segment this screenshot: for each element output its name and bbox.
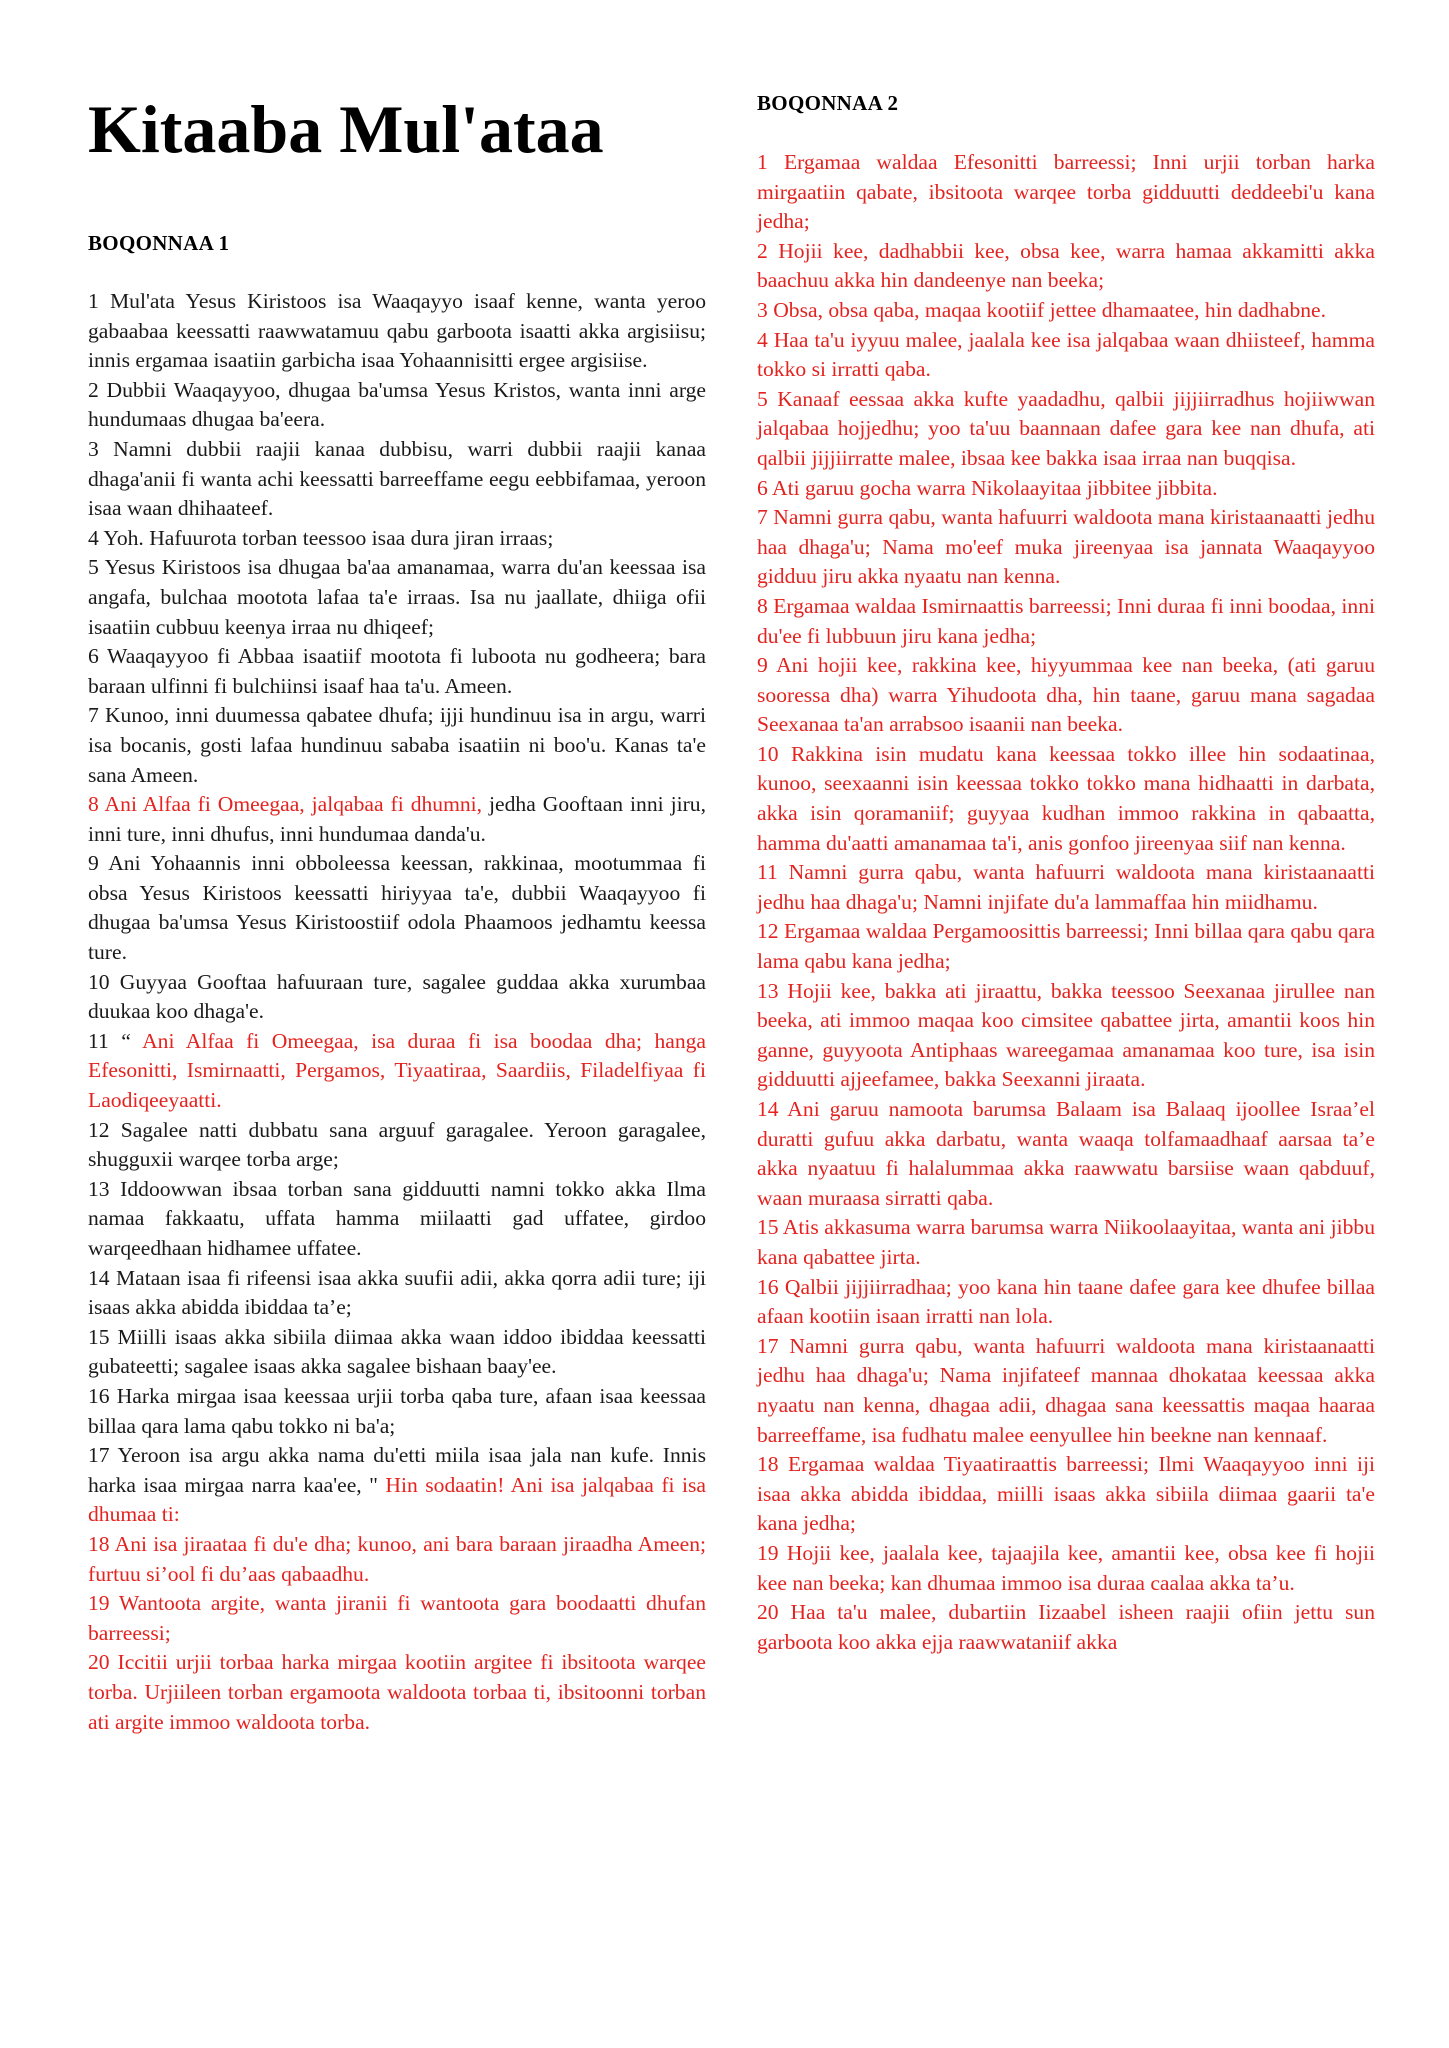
verse-mixed — [88, 1027, 706, 1116]
verse-red: 18 Ani isa jiraataa fi du'e dha; kunoo, ani bara baraan jiraadha Ameen; furtuu si’ool fi du’aas qabaadhu. — [88, 1531, 706, 1586]
verse-red: 1 Ergamaa waldaa Efesonitti barreessi; Inni urjii torban harka mirgaatiin qabate, ibsitoota warqee torba gidduutti deddeebi'u kana jedha; — [757, 150, 1375, 234]
verse-red: 14 Ani garuu namoota barumsa Balaam isa Balaaq ijoollee Israa’el duratti gufuu akka darbatu, wanta waaqa tolfamaadhaaf aarsaa ta’e akka nyaatuu fi halalummaa akka raawwatu barsiise waan qabduuf, waan muraasa sirratti qaba. — [757, 1097, 1375, 1210]
verse-mixed — [88, 790, 706, 849]
verse-black-text: 17 Yeroon isa argu akka nama du'etti miila isaa jala nan kufe. Innis harka isaa mirgaa narra kaa'ee, " — [88, 1443, 706, 1497]
verse-red: 20 Iccitii urjii torbaa harka mirgaa kootiin argitee fi ibsitoota warqee torba. Urjiileen torban ergamoota waldoota torbaa ti, ibsitoonni torban ati argite immoo waldoota torba. — [88, 1650, 706, 1734]
verse-red: 15 Atis akkasuma warra barumsa warra Niikoolaayitaa, wanta ani jibbu kana qabattee jirta. — [757, 1215, 1375, 1269]
verse: 7 Kunoo, inni duumessa qabatee dhufa; ijji hundinuu isa in argu, warri isa bocanis, gosti lafaa hundinuu sababa isaatiin ni boo'u. Kanas ta'e sana Ameen. — [88, 703, 706, 787]
chapter-2-verses — [757, 148, 1375, 1657]
verse: 2 Dubbii Waaqayyoo, dhugaa ba'umsa Yesus Kristos, wanta inni arge hundumaas dhugaa ba'eera. — [88, 377, 706, 432]
verse-red: 7 Namni gurra qabu, wanta hafuurri waldoota mana kiristaanaatti jedhu haa dhaga'u; Nama mo'eef muka jireenyaa isa jannata Waaqayyoo gidduu jiru akka nyaatu nan kenna. — [757, 505, 1375, 589]
verse: 14 Mataan isaa fi rifeensi isaa akka suufii adii, akka qorra adii ture; iji isaas akka abidda ibiddaa ta’e; — [88, 1265, 706, 1320]
verse-red: 11 Namni gurra qabu, wanta hafuurri waldoota mana kiristaanaatti jedhu haa dhaga'u; Namni injifate du'a lammaffaa hin miidhamu. — [757, 860, 1375, 914]
verse-red: 8 Ergamaa waldaa Ismirnaattis barreessi; Inni duraa fi inni boodaa, inni du'ee fi lubbuun jiru kana jedha; — [757, 593, 1375, 648]
verse-red: 3 Obsa, obsa qaba, maqaa kootiif jettee dhamaatee, hin dadhabne. — [757, 297, 1327, 322]
verse: 6 Waaqayyoo fi Abbaa isaatiif mootota fi luboota nu godheera; bara baraan ulfinni fi bulchiinsi isaaf haa ta'u. Ameen. — [88, 644, 706, 698]
verse-red: 6 Ati garuu gocha warra Nikolaayitaa jibbitee jibbita. — [757, 475, 1218, 500]
verse-mixed — [88, 1441, 706, 1530]
verse: 15 Miilli isaas akka sibiila diimaa akka waan iddoo ibiddaa keessatti gubateetti; sagalee isaas akka sagalee bishaan baay'ee. — [88, 1324, 706, 1379]
chapter-2-heading: BOQONNAA 2 — [757, 91, 899, 115]
verse-red: 18 Ergamaa waldaa Tiyaatiraattis barreessi; Ilmi Waaqayyoo inni iji isaa akka abidda ibiddaa, miilli isaas akka sibiila diimaa gaarii ta'e kana jedha; — [757, 1452, 1375, 1536]
verse: 10 Guyyaa Gooftaa hafuuraan ture, sagalee guddaa akka xurumbaa duukaa koo dhaga'e. — [88, 969, 706, 1024]
document-title: Kitaaba Mul'ataa — [88, 91, 604, 167]
verse: 13 Iddoowwan ibsaa torban sana gidduutti namni tokko akka Ilma namaa fakkaatu, uffata hamma miilaatti gad uffatee, girdoo warqeedhaan hidhamee uffatee. — [88, 1176, 706, 1260]
verse-red-text: Hin sodaatin! Ani isa jalqabaa fi isa dhumaa ti: — [88, 1472, 706, 1527]
verse-red: 19 Hojii kee, jaalala kee, tajaajila kee, amantii kee, obsa kee fi hojii kee nan beeka; kan dhumaa immoo isa duraa caalaa akka ta’u. — [757, 1540, 1375, 1595]
verse-black-text: 11 “ — [88, 1028, 131, 1053]
verse-red: 12 Ergamaa waldaa Pergamoosittis barreessi; Inni billaa qara qabu qara lama qabu kana jedha; — [757, 919, 1375, 974]
verse-red: 4 Haa ta'u iyyuu malee, jaalala kee isa jalqabaa waan dhiisteef, hamma tokko si irratti qaba. — [757, 327, 1375, 382]
verse-red: 5 Kanaaf eessaa akka kufte yaadadhu, qalbii jijjiirradhus hojiiwwan jalqabaa hojjedhu; yoo ta'uu baannaan dafee gara kee nan dhufa, ati qalbii jijjiirratte malee, ibsaa kee bakka isaa irraa nan buqqisa. — [757, 386, 1375, 470]
verse: 16 Harka mirgaa isaa keessaa urjii torba qaba ture, afaan isaa keessaa billaa qara lama qabu tokko ni ba'a; — [88, 1383, 706, 1438]
verse: 4 Yoh. Hafuurota torban teessoo isaa dura jiran irraas; — [88, 525, 554, 550]
verse-red: 13 Hojii kee, bakka ati jiraattu, bakka teessoo Seexanaa jirullee nan beeka, ati immoo maqaa koo cimsitee qabattee jirta, amantii koos hin ganne, guyyoota Antiphaas wareegamaa amanamaa koo ture, isa isin gidduutti ajjeefamee, bakka Seexanni jiraata. — [757, 978, 1375, 1092]
verse: 3 Namni dubbii raajii kanaa dubbisu, warri dubbii raajii kanaa dhaga'anii fi wanta achi keessatti barreeffame eegu eebbifamaa, yeroon isaa waan dhihaateef. — [88, 436, 706, 521]
verse-red-text: Ani Alfaa fi Omeegaa, isa duraa fi isa boodaa dha; hanga Efesonitti, Ismirnaatti, Pergamos, Tiyaatiraa, Saardiis, Filadelfiyaa fi Laodiqeeyaatti. — [88, 1028, 706, 1113]
verse-red: 16 Qalbii jijjiirradhaa; yoo kana hin taane dafee gara kee dhufee billaa afaan kootiin isaan irratti nan lola. — [757, 1274, 1375, 1329]
verse-red: 19 Wantoota argite, wanta jiranii fi wantoota gara boodaatti dhufan barreessi; — [88, 1591, 706, 1645]
chapter-1-verses — [88, 287, 706, 1737]
verse-black-text: jedha Gooftaan inni jiru, inni ture, inni dhufus, inni hundumaa danda'u. — [88, 792, 706, 846]
verse-red: 10 Rakkina isin mudatu kana keessaa tokko illee hin sodaatinaa, kunoo, seexaanni isin keessaa tokko tokko mana hidhaatti in darbata, akka isin qoramaniif; guyyaa kudhan immoo rakkina in qabaatta, hamma du'aatti amanamaa ta'i, anis gonfoo jireenyaa siif nan kenna. — [757, 741, 1375, 855]
verse: 1 Mul'ata Yesus Kiristoos isa Waaqayyo isaaf kenne, wanta yeroo gabaabaa keessatti raawwatamuu qabu garboota isaatti akka argisiisu; innis ergamaa isaatiin garbicha isaa Yohaannisitti ergee argisiise. — [88, 289, 706, 373]
verse-red: 2 Hojii kee, dadhabbii kee, obsa kee, warra hamaa akkamitti akka baachuu akka hin dandeenye nan beeka; — [757, 238, 1375, 293]
verse-red: 9 Ani hojii kee, rakkina kee, hiyyummaa kee nan beeka, (ati garuu sooressa dha) warra Yihudoota dha, hin taane, garuu mana sagadaa Seexanaa ta'an arrabsoo isaanii nan beeka. — [757, 653, 1375, 737]
verse: 9 Ani Yohaannis inni obboleessa keessan, rakkinaa, mootummaa fi obsa Yesus Kiristoos keessatti hiriyyaa ta'e, dubbii Waaqayyoo fi dhugaa ba'umsa Yesus Kiristoostiif odola Phaamoos jedhamtu keessa ture. — [88, 851, 706, 965]
verse-red: 17 Namni gurra qabu, wanta hafuurri waldoota mana kiristaanaatti jedhu haa dhaga'u; Nama injifateef mannaa dhokataa keessaa akka nyaatu nan kenna, dhagaa adii, dhagaa sana keessattis maqaa haaraa barreeffame, isa fudhatu malee eenyullee hin beekne nan kennaaf. — [757, 1333, 1375, 1447]
verse: 12 Sagalee natti dubbatu sana arguuf garagalee. Yeroon garagalee, shugguxii warqee torba arge; — [88, 1117, 706, 1172]
verse-red: 20 Haa ta'u malee, dubartiin Iizaabel isheen raajii ofiin jettu sun garboota koo akka ejja raawwataniif akka — [757, 1600, 1375, 1654]
chapter-1-heading: BOQONNAA 1 — [88, 231, 230, 255]
verse: 5 Yesus Kiristoos isa dhugaa ba'aa amanamaa, warra du'an keessaa isa angafa, bulchaa mootota lafaa ta'e irraas. Isa nu jaallate, dhiiga ofii isaatiin cubbuu keenya irraa nu dhiqeef; — [88, 555, 706, 639]
verse-red-text: 8 Ani Alfaa fi Omeegaa, jalqabaa fi dhumni, — [88, 792, 483, 817]
